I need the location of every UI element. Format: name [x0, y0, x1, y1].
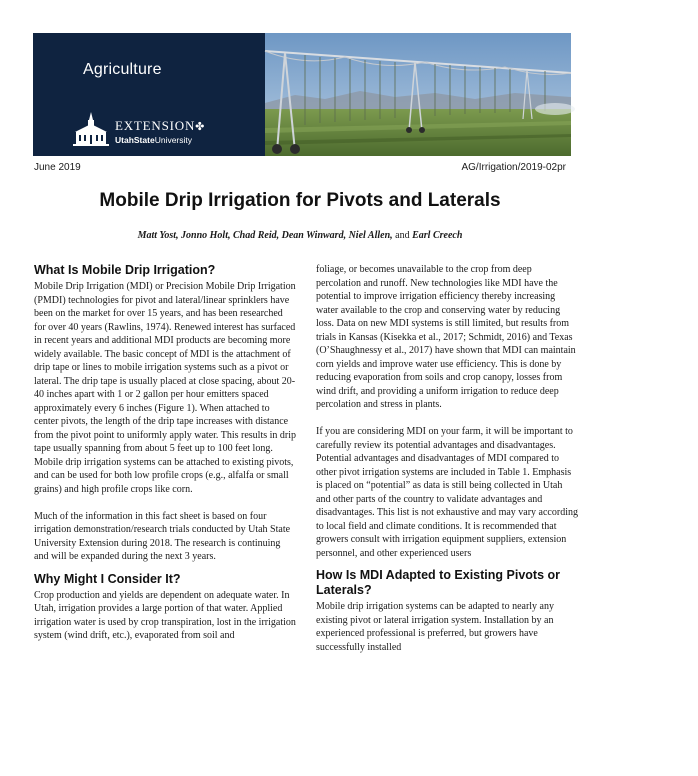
heading-how-adapted: How Is MDI Adapted to Existing Pivots or Laterals? [316, 568, 561, 597]
header-banner [33, 33, 698, 156]
site-url[interactable]: extension.usu.edu [611, 145, 698, 155]
paragraph-water-efficiency: foliage, or becomes unavailable to the crop from deep percolation and runoff. New technologies like MDI have the potential to improve irrigation efficiency thereby increasing water available to the crop and conserving water by reducing loss. Data on new MDI systems is still limited, but results from trials in Kansas (Kisekka et al., 2017; Schmidt, 2016) and Texas (O’Shaughnessy et al., 2017) have shown that MDI can maintain corn yields and improve water use efficiency. This is done by reducing evaporation from soils and crop canopy, losses from wind drift, and providing a uniform irrigation to reduce deep percolation and stress in plants. [316, 264, 576, 410]
author-conjunction: and [395, 230, 410, 241]
section-label: Agriculture [83, 61, 162, 78]
paragraph-usu-trials: Much of the information in this fact sheet is based on four irrigation demonstration/research trials conducted by Utah State University Extension during 2018. The research is continuing and will be expanded during the next 3 years. [34, 510, 291, 562]
heading-why-consider: Why Might I Consider It? [34, 571, 181, 586]
publication-date: June 2019 [34, 162, 81, 173]
publication-code: AG/Irrigation/2019-02pr [461, 162, 566, 173]
paragraph-adapting-systems: Mobile drip irrigation systems can be adapted to nearly any existing pivot or lateral irrigation system. Installation by an experienced professional is preferred, but growers have successfully installed [316, 601, 554, 653]
usu-wordmark: UtahStateUniversity [115, 135, 192, 145]
author-names: Matt Yost, Jonno Holt, Chad Reid, Dean Winward, Niel Allen, [137, 230, 393, 241]
heading-what-is-mdi: What Is Mobile Drip Irrigation? [34, 263, 216, 277]
extension-wordmark: EXTENSION✤ [115, 118, 206, 133]
paragraph-mdi-definition: Mobile Drip Irrigation (MDI) or Precision Mobile Drip Irrigation (PMDI) technologies for pivot and lateral/linear sprinklers have been on the market for over 15 years, and has been researched for over 40 years (Rawlins, 1974). Renewed interest has surfaced in recent years and additional MDI products are becoming more widely available. The basic concept of MDI is the attachment of drip tape or lines to mobile irrigation systems such as a pivot or lateral. The drip tape is usually placed at close spacing, about 20-40 inches apart with 1 or 2 gallon per hour emitters spaced approximately every 6 inches (Figure 1). When attached to center pivots, the length of the drip tape increases with distance from the pivot point to uniformly apply water. This results in drip tape usually spanning from about 5 feet up to 100 feet long. Mobile drip irrigation systems can be attached to existing pivots, and can be used for both low profile crops (e.g., alfalfa or small grains) and high profile crops like corn. [34, 281, 297, 495]
left-column [34, 263, 296, 643]
banner-brand-panel [33, 33, 265, 156]
paragraph-crop-water: Crop production and yields are dependent on adequate water. In Utah, irrigation provides a large portion of that water. Applied irrigation water is used by crop transpiration, lost in the irrigation system (wind drift, etc.), evaporated from soil and [34, 589, 296, 641]
four-leaf-clover-icon: ✤ [195, 121, 206, 133]
extension-logo[interactable] [71, 110, 241, 150]
pivot-irrigation-photo [265, 33, 698, 156]
old-main-building-icon [71, 110, 111, 150]
document-title: Mobile Drip Irrigation for Pivots and Laterals [99, 190, 501, 211]
author-last: Earl Creech [412, 230, 463, 241]
right-column [316, 263, 578, 654]
author-line [0, 230, 600, 241]
paragraph-considering-mdi: If you are considering MDI on your farm, it will be important to carefully review its potential advantages and disadvantages. Potential advantages and disadvantages of MDI compared to other pivot irrigation systems are included in Table 1. Emphasis is placed on “potential” as data is still being collected in Utah and other parts of the country to validate advantages and disadvantages. This list is not exhaustive and may vary according to local field and climate conditions. It is recommended that growers consult with irrigation equipment suppliers, extension personnel, and other experienced users [316, 426, 578, 559]
